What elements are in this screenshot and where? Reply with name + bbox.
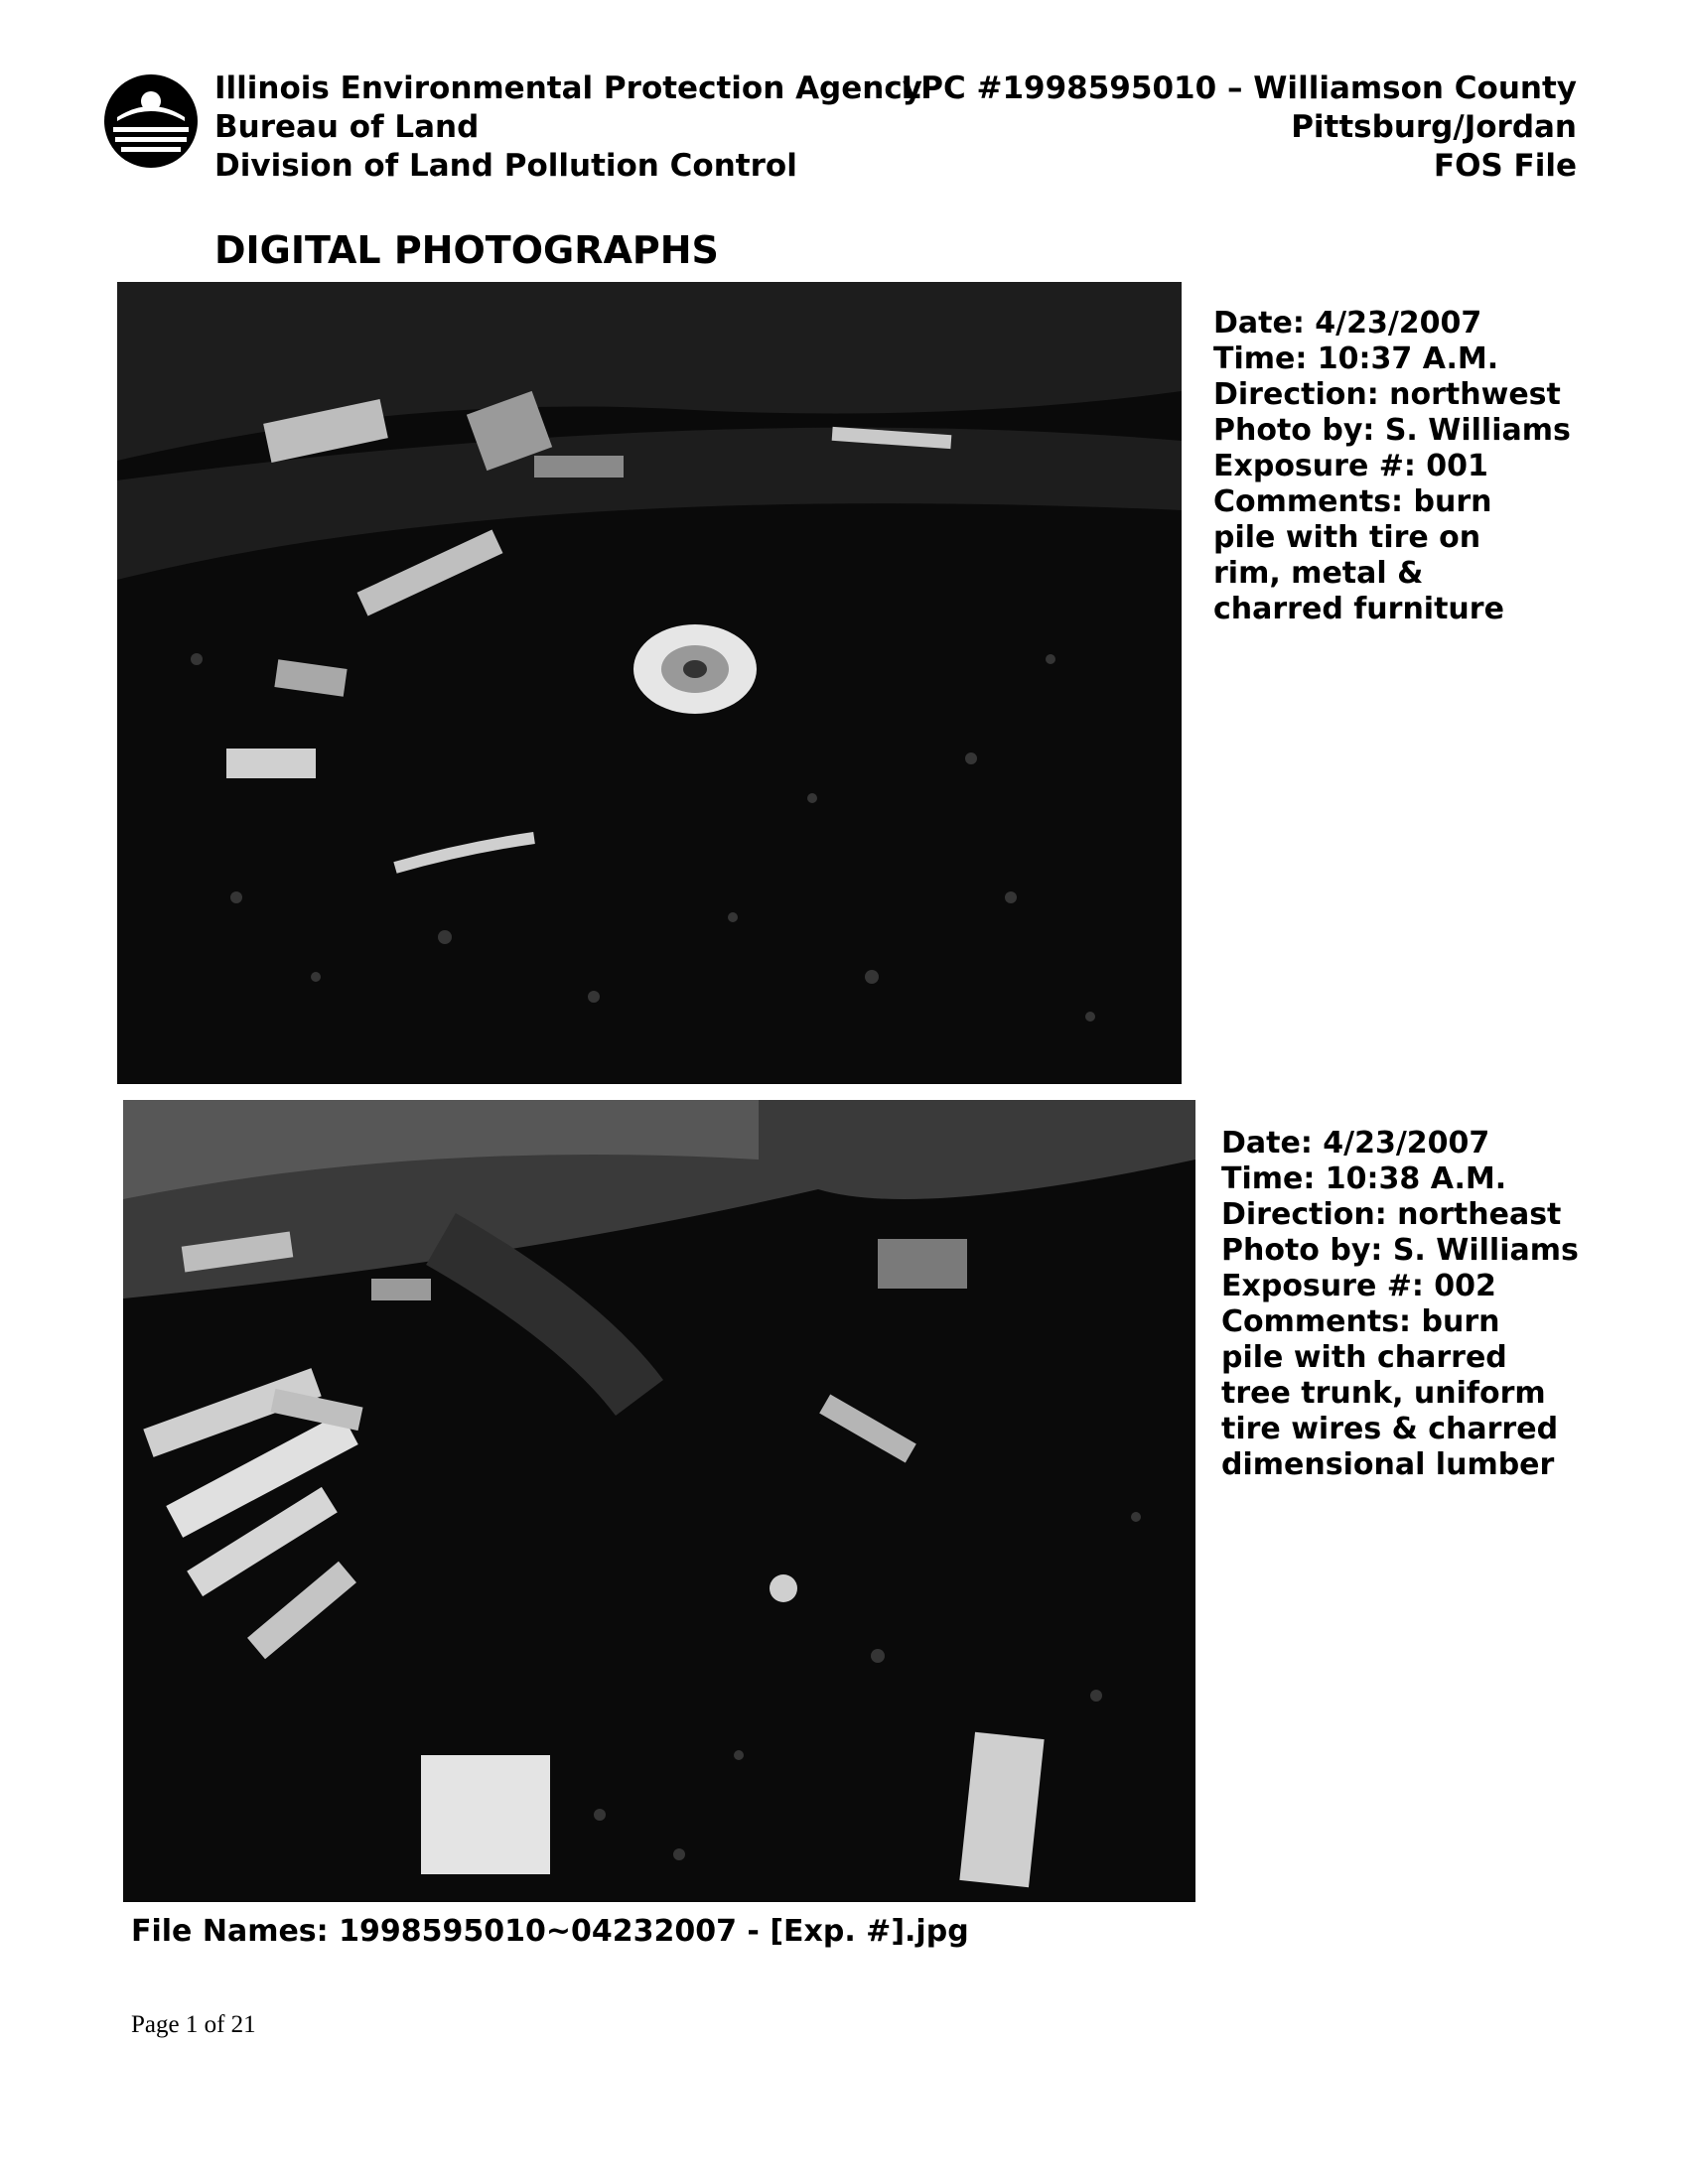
photo-exposure: Exposure #: 002 xyxy=(1221,1269,1496,1303)
page-number: Page 1 of 21 xyxy=(131,2011,256,2038)
division-name: Division of Land Pollution Control xyxy=(214,148,797,184)
photo-comments: Comments: burn pile with tire on rim, metal & charred furniture xyxy=(1213,484,1504,626)
photo-direction: Direction: northeast xyxy=(1221,1197,1562,1232)
agency-header xyxy=(214,69,922,186)
photo-by: Photo by: S. Williams xyxy=(1221,1233,1579,1268)
lpc-number: LPC #1998595010 – Williamson County xyxy=(901,70,1577,106)
file-names: File Names: 1998595010~04232007 - [Exp. #].jpg xyxy=(131,1914,969,1949)
photo-exposure-001 xyxy=(117,282,1182,1084)
photo-time: Time: 10:37 A.M. xyxy=(1213,341,1499,376)
photo-comments: Comments: burn pile with charred tree trunk, uniform tire wires & charred dimensional lumber xyxy=(1221,1304,1559,1482)
photo-by: Photo by: S. Williams xyxy=(1213,413,1571,448)
photo-date: Date: 4/23/2007 xyxy=(1213,306,1482,341)
agency-name: Illinois Environmental Protection Agency xyxy=(214,70,922,106)
photo-exposure-002 xyxy=(123,1100,1195,1902)
file-type: FOS File xyxy=(1433,148,1577,184)
photo-direction: Direction: northwest xyxy=(1213,377,1561,412)
photo-caption-002 xyxy=(1221,1126,1579,1483)
photo-date: Date: 4/23/2007 xyxy=(1221,1126,1490,1160)
photo-exposure: Exposure #: 001 xyxy=(1213,449,1488,483)
photo-time: Time: 10:38 A.M. xyxy=(1221,1161,1507,1196)
site-name: Pittsburg/Jordan xyxy=(1291,109,1577,145)
illinois-epa-logo-icon xyxy=(101,71,201,171)
photo-caption-001 xyxy=(1213,306,1571,627)
bureau-name: Bureau of Land xyxy=(214,109,480,145)
section-title: DIGITAL PHOTOGRAPHS xyxy=(214,228,719,272)
lpc-header xyxy=(901,69,1577,186)
